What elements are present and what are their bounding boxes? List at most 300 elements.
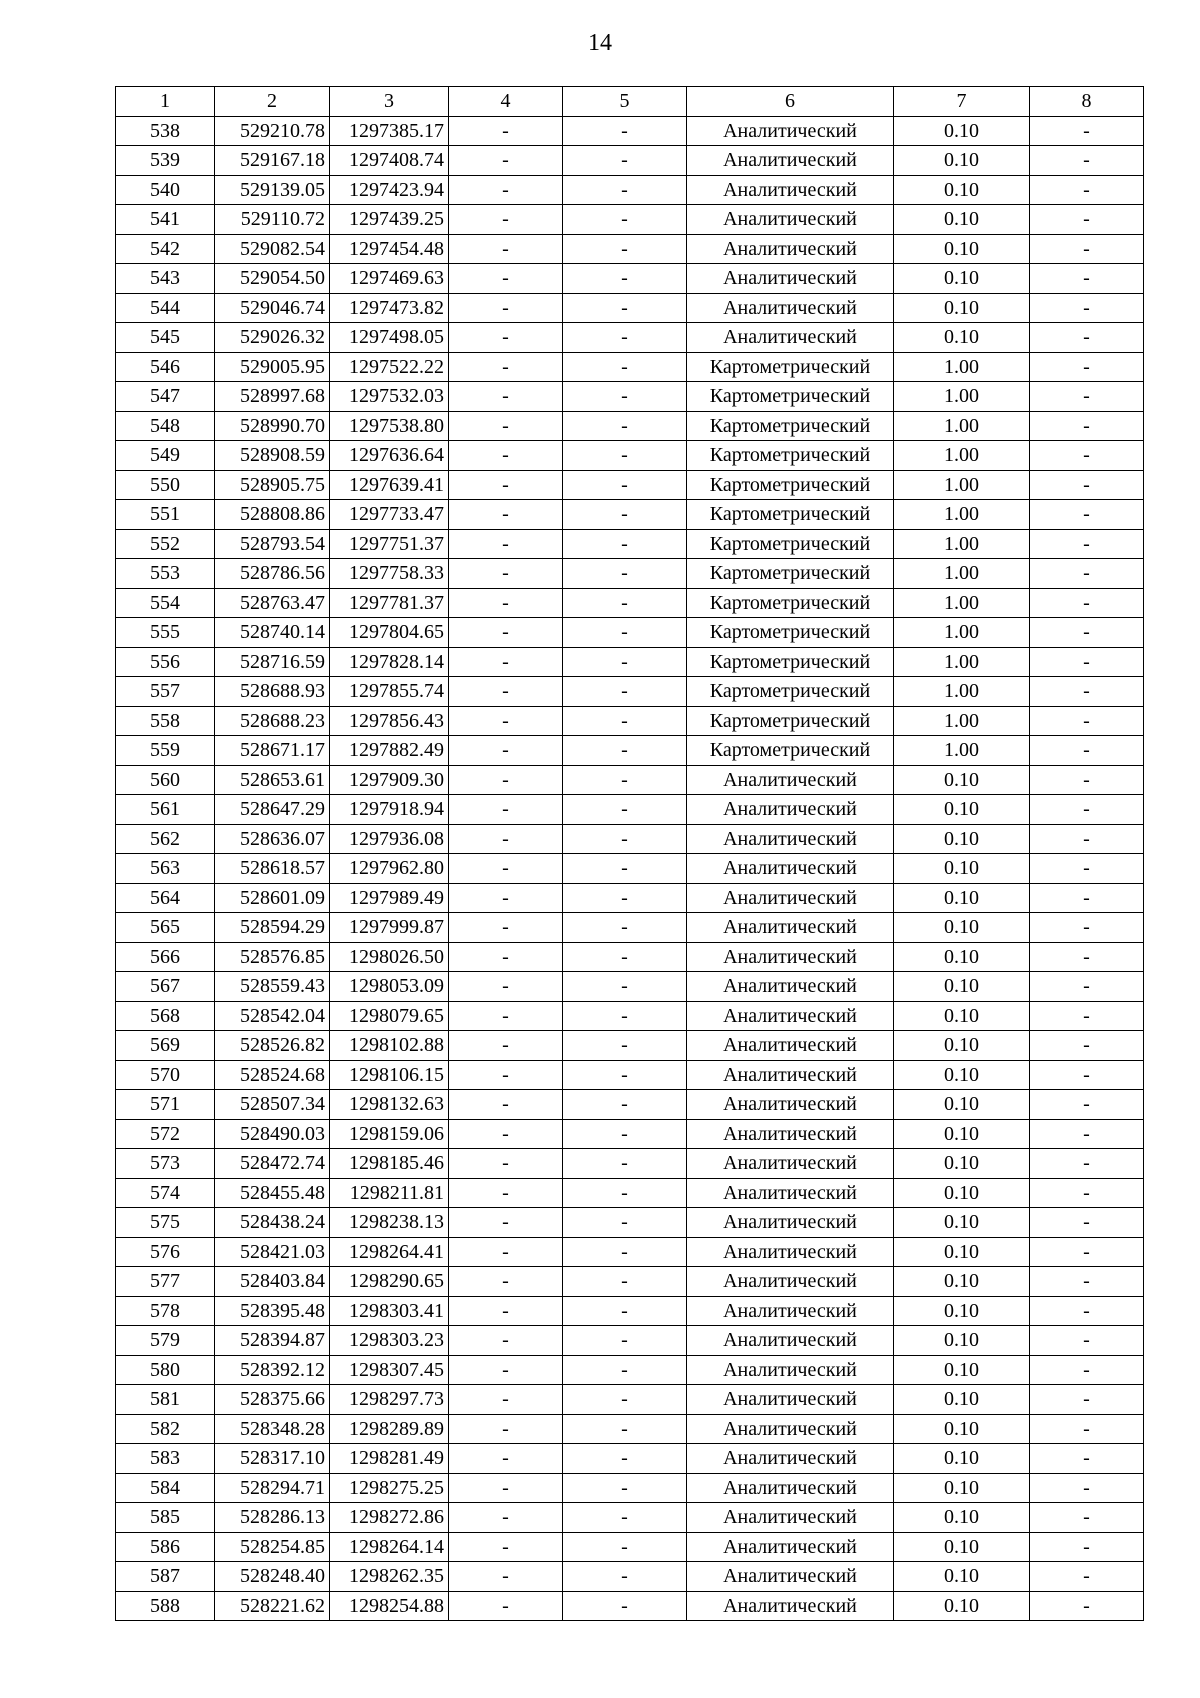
- col5-cell: -: [563, 293, 687, 323]
- point-number-cell: 554: [116, 588, 215, 618]
- x-coordinate-cell: 528472.74: [215, 1149, 330, 1179]
- x-coordinate-cell: 528542.04: [215, 1001, 330, 1031]
- x-coordinate-cell: 529139.05: [215, 175, 330, 205]
- x-coordinate-cell: 528908.59: [215, 441, 330, 471]
- accuracy-cell: 0.10: [894, 795, 1030, 825]
- x-coordinate-cell: 528740.14: [215, 618, 330, 648]
- col5-cell: -: [563, 972, 687, 1002]
- x-coordinate-cell: 528688.23: [215, 706, 330, 736]
- table-row: [116, 1090, 1144, 1120]
- y-coordinate-cell: 1298102.88: [330, 1031, 449, 1061]
- column-header: 2: [215, 87, 330, 117]
- col4-cell: -: [449, 677, 563, 707]
- col4-cell: -: [449, 1473, 563, 1503]
- accuracy-cell: 0.10: [894, 1473, 1030, 1503]
- method-cell: Аналитический: [687, 1385, 894, 1415]
- y-coordinate-cell: 1297408.74: [330, 146, 449, 176]
- col5-cell: -: [563, 942, 687, 972]
- col4-cell: -: [449, 883, 563, 913]
- col8-cell: -: [1030, 116, 1144, 146]
- accuracy-cell: 0.10: [894, 1355, 1030, 1385]
- col4-cell: -: [449, 706, 563, 736]
- col4-cell: -: [449, 1237, 563, 1267]
- col8-cell: -: [1030, 1001, 1144, 1031]
- col4-cell: -: [449, 1178, 563, 1208]
- point-number-cell: 587: [116, 1562, 215, 1592]
- col4-cell: -: [449, 264, 563, 294]
- col4-cell: -: [449, 1503, 563, 1533]
- col5-cell: -: [563, 1178, 687, 1208]
- x-coordinate-cell: 528392.12: [215, 1355, 330, 1385]
- accuracy-cell: 0.10: [894, 1001, 1030, 1031]
- table-row: [116, 1562, 1144, 1592]
- method-cell: Аналитический: [687, 1444, 894, 1474]
- table-row: [116, 854, 1144, 884]
- col4-cell: -: [449, 1090, 563, 1120]
- x-coordinate-cell: 528286.13: [215, 1503, 330, 1533]
- col5-cell: -: [563, 1414, 687, 1444]
- accuracy-cell: 0.10: [894, 1178, 1030, 1208]
- col4-cell: -: [449, 1385, 563, 1415]
- col5-cell: -: [563, 706, 687, 736]
- point-number-cell: 555: [116, 618, 215, 648]
- method-cell: Аналитический: [687, 1532, 894, 1562]
- y-coordinate-cell: 1298106.15: [330, 1060, 449, 1090]
- point-number-cell: 552: [116, 529, 215, 559]
- x-coordinate-cell: 528905.75: [215, 470, 330, 500]
- accuracy-cell: 0.10: [894, 854, 1030, 884]
- point-number-cell: 556: [116, 647, 215, 677]
- table-row: [116, 1503, 1144, 1533]
- method-cell: Картометрический: [687, 382, 894, 412]
- accuracy-cell: 0.10: [894, 824, 1030, 854]
- point-number-cell: 547: [116, 382, 215, 412]
- x-coordinate-cell: 528671.17: [215, 736, 330, 766]
- method-cell: Картометрический: [687, 706, 894, 736]
- method-cell: Аналитический: [687, 913, 894, 943]
- accuracy-cell: 1.00: [894, 382, 1030, 412]
- y-coordinate-cell: 1298254.88: [330, 1591, 449, 1621]
- x-coordinate-cell: 528403.84: [215, 1267, 330, 1297]
- col8-cell: -: [1030, 824, 1144, 854]
- y-coordinate-cell: 1297385.17: [330, 116, 449, 146]
- col8-cell: -: [1030, 883, 1144, 913]
- table-row: [116, 529, 1144, 559]
- col5-cell: -: [563, 1031, 687, 1061]
- col8-cell: -: [1030, 765, 1144, 795]
- col5-cell: -: [563, 175, 687, 205]
- method-cell: Аналитический: [687, 1473, 894, 1503]
- col8-cell: -: [1030, 736, 1144, 766]
- method-cell: Аналитический: [687, 1001, 894, 1031]
- col8-cell: -: [1030, 1444, 1144, 1474]
- col5-cell: -: [563, 1444, 687, 1474]
- col8-cell: -: [1030, 1237, 1144, 1267]
- x-coordinate-cell: 528653.61: [215, 765, 330, 795]
- x-coordinate-cell: 529054.50: [215, 264, 330, 294]
- point-number-cell: 571: [116, 1090, 215, 1120]
- col8-cell: -: [1030, 500, 1144, 530]
- x-coordinate-cell: 528395.48: [215, 1296, 330, 1326]
- col5-cell: -: [563, 1473, 687, 1503]
- method-cell: Картометрический: [687, 470, 894, 500]
- accuracy-cell: 1.00: [894, 559, 1030, 589]
- method-cell: Картометрический: [687, 736, 894, 766]
- header-row: [116, 87, 1144, 117]
- y-coordinate-cell: 1298026.50: [330, 942, 449, 972]
- col5-cell: -: [563, 441, 687, 471]
- table-row: [116, 1208, 1144, 1238]
- accuracy-cell: 0.10: [894, 765, 1030, 795]
- point-number-cell: 560: [116, 765, 215, 795]
- col8-cell: -: [1030, 1060, 1144, 1090]
- y-coordinate-cell: 1297909.30: [330, 765, 449, 795]
- col8-cell: -: [1030, 441, 1144, 471]
- col4-cell: -: [449, 1414, 563, 1444]
- col4-cell: -: [449, 411, 563, 441]
- point-number-cell: 580: [116, 1355, 215, 1385]
- x-coordinate-cell: 528786.56: [215, 559, 330, 589]
- col4-cell: -: [449, 736, 563, 766]
- col4-cell: -: [449, 352, 563, 382]
- col4-cell: -: [449, 1001, 563, 1031]
- y-coordinate-cell: 1297989.49: [330, 883, 449, 913]
- method-cell: Аналитический: [687, 1296, 894, 1326]
- col8-cell: -: [1030, 175, 1144, 205]
- y-coordinate-cell: 1298053.09: [330, 972, 449, 1002]
- col8-cell: -: [1030, 1473, 1144, 1503]
- y-coordinate-cell: 1297856.43: [330, 706, 449, 736]
- method-cell: Аналитический: [687, 1414, 894, 1444]
- point-number-cell: 545: [116, 323, 215, 353]
- col8-cell: -: [1030, 1503, 1144, 1533]
- x-coordinate-cell: 529110.72: [215, 205, 330, 235]
- col5-cell: -: [563, 1385, 687, 1415]
- col5-cell: -: [563, 559, 687, 589]
- col8-cell: -: [1030, 264, 1144, 294]
- x-coordinate-cell: 528375.66: [215, 1385, 330, 1415]
- col8-cell: -: [1030, 1385, 1144, 1415]
- table-row: [116, 323, 1144, 353]
- x-coordinate-cell: 528221.62: [215, 1591, 330, 1621]
- col8-cell: -: [1030, 146, 1144, 176]
- col8-cell: -: [1030, 1267, 1144, 1297]
- col4-cell: -: [449, 1149, 563, 1179]
- table-row: [116, 264, 1144, 294]
- point-number-cell: 557: [116, 677, 215, 707]
- x-coordinate-cell: 528438.24: [215, 1208, 330, 1238]
- table-row: [116, 972, 1144, 1002]
- col8-cell: -: [1030, 352, 1144, 382]
- accuracy-cell: 0.10: [894, 1414, 1030, 1444]
- y-coordinate-cell: 1297804.65: [330, 618, 449, 648]
- col8-cell: -: [1030, 942, 1144, 972]
- point-number-cell: 542: [116, 234, 215, 264]
- col5-cell: -: [563, 411, 687, 441]
- column-header: 6: [687, 87, 894, 117]
- accuracy-cell: 0.10: [894, 1503, 1030, 1533]
- table-row: [116, 824, 1144, 854]
- col5-cell: -: [563, 736, 687, 766]
- y-coordinate-cell: 1297423.94: [330, 175, 449, 205]
- col8-cell: -: [1030, 1326, 1144, 1356]
- col5-cell: -: [563, 529, 687, 559]
- accuracy-cell: 0.10: [894, 146, 1030, 176]
- point-number-cell: 568: [116, 1001, 215, 1031]
- y-coordinate-cell: 1298303.41: [330, 1296, 449, 1326]
- col4-cell: -: [449, 146, 563, 176]
- column-header: 3: [330, 87, 449, 117]
- col4-cell: -: [449, 529, 563, 559]
- accuracy-cell: 1.00: [894, 470, 1030, 500]
- column-header: 7: [894, 87, 1030, 117]
- col4-cell: -: [449, 470, 563, 500]
- point-number-cell: 562: [116, 824, 215, 854]
- table-row: [116, 1031, 1144, 1061]
- method-cell: Аналитический: [687, 972, 894, 1002]
- x-coordinate-cell: 528248.40: [215, 1562, 330, 1592]
- y-coordinate-cell: 1297918.94: [330, 795, 449, 825]
- col5-cell: -: [563, 854, 687, 884]
- accuracy-cell: 0.10: [894, 1267, 1030, 1297]
- accuracy-cell: 1.00: [894, 677, 1030, 707]
- table-row: [116, 1444, 1144, 1474]
- method-cell: Аналитический: [687, 1267, 894, 1297]
- x-coordinate-cell: 529026.32: [215, 323, 330, 353]
- accuracy-cell: 0.10: [894, 1385, 1030, 1415]
- table-row: [116, 647, 1144, 677]
- x-coordinate-cell: 528793.54: [215, 529, 330, 559]
- col5-cell: -: [563, 352, 687, 382]
- table-row: [116, 1119, 1144, 1149]
- method-cell: Аналитический: [687, 116, 894, 146]
- method-cell: Аналитический: [687, 1060, 894, 1090]
- method-cell: Аналитический: [687, 1208, 894, 1238]
- table-row: [116, 411, 1144, 441]
- x-coordinate-cell: 529210.78: [215, 116, 330, 146]
- x-coordinate-cell: 528421.03: [215, 1237, 330, 1267]
- col5-cell: -: [563, 1532, 687, 1562]
- col8-cell: -: [1030, 972, 1144, 1002]
- col8-cell: -: [1030, 677, 1144, 707]
- table-row: [116, 1267, 1144, 1297]
- x-coordinate-cell: 528490.03: [215, 1119, 330, 1149]
- accuracy-cell: 0.10: [894, 1060, 1030, 1090]
- method-cell: Аналитический: [687, 1031, 894, 1061]
- method-cell: Аналитический: [687, 1591, 894, 1621]
- accuracy-cell: 0.10: [894, 323, 1030, 353]
- col5-cell: -: [563, 1237, 687, 1267]
- table-row: [116, 1591, 1144, 1621]
- table-row: [116, 116, 1144, 146]
- table-row: [116, 765, 1144, 795]
- method-cell: Аналитический: [687, 1562, 894, 1592]
- col4-cell: -: [449, 1562, 563, 1592]
- col5-cell: -: [563, 1149, 687, 1179]
- x-coordinate-cell: 528455.48: [215, 1178, 330, 1208]
- col4-cell: -: [449, 1444, 563, 1474]
- y-coordinate-cell: 1297439.25: [330, 205, 449, 235]
- point-number-cell: 572: [116, 1119, 215, 1149]
- col8-cell: -: [1030, 588, 1144, 618]
- point-number-cell: 586: [116, 1532, 215, 1562]
- col5-cell: -: [563, 1591, 687, 1621]
- col4-cell: -: [449, 1591, 563, 1621]
- method-cell: Аналитический: [687, 883, 894, 913]
- y-coordinate-cell: 1297751.37: [330, 529, 449, 559]
- y-coordinate-cell: 1297882.49: [330, 736, 449, 766]
- x-coordinate-cell: 528997.68: [215, 382, 330, 412]
- method-cell: Аналитический: [687, 765, 894, 795]
- point-number-cell: 548: [116, 411, 215, 441]
- col8-cell: -: [1030, 559, 1144, 589]
- accuracy-cell: 0.10: [894, 1296, 1030, 1326]
- x-coordinate-cell: 528507.34: [215, 1090, 330, 1120]
- y-coordinate-cell: 1298211.81: [330, 1178, 449, 1208]
- point-number-cell: 541: [116, 205, 215, 235]
- y-coordinate-cell: 1298297.73: [330, 1385, 449, 1415]
- method-cell: Картометрический: [687, 352, 894, 382]
- col8-cell: -: [1030, 293, 1144, 323]
- table-row: [116, 1178, 1144, 1208]
- accuracy-cell: 0.10: [894, 972, 1030, 1002]
- x-coordinate-cell: 528524.68: [215, 1060, 330, 1090]
- table-row: [116, 618, 1144, 648]
- y-coordinate-cell: 1297999.87: [330, 913, 449, 943]
- method-cell: Аналитический: [687, 1326, 894, 1356]
- y-coordinate-cell: 1298079.65: [330, 1001, 449, 1031]
- col4-cell: -: [449, 1326, 563, 1356]
- col4-cell: -: [449, 647, 563, 677]
- table-row: [116, 1473, 1144, 1503]
- col5-cell: -: [563, 1060, 687, 1090]
- point-number-cell: 549: [116, 441, 215, 471]
- x-coordinate-cell: 528526.82: [215, 1031, 330, 1061]
- table-row: [116, 205, 1144, 235]
- x-coordinate-cell: 528716.59: [215, 647, 330, 677]
- table-row: [116, 175, 1144, 205]
- y-coordinate-cell: 1298264.14: [330, 1532, 449, 1562]
- col4-cell: -: [449, 1296, 563, 1326]
- accuracy-cell: 0.10: [894, 1591, 1030, 1621]
- col8-cell: -: [1030, 234, 1144, 264]
- point-number-cell: 538: [116, 116, 215, 146]
- col8-cell: -: [1030, 1090, 1144, 1120]
- y-coordinate-cell: 1298272.86: [330, 1503, 449, 1533]
- x-coordinate-cell: 528317.10: [215, 1444, 330, 1474]
- x-coordinate-cell: 528594.29: [215, 913, 330, 943]
- col4-cell: -: [449, 116, 563, 146]
- col5-cell: -: [563, 824, 687, 854]
- accuracy-cell: 0.10: [894, 1532, 1030, 1562]
- method-cell: Аналитический: [687, 205, 894, 235]
- method-cell: Картометрический: [687, 677, 894, 707]
- col4-cell: -: [449, 382, 563, 412]
- table-row: [116, 293, 1144, 323]
- column-header: 1: [116, 87, 215, 117]
- col5-cell: -: [563, 116, 687, 146]
- y-coordinate-cell: 1298159.06: [330, 1119, 449, 1149]
- col5-cell: -: [563, 913, 687, 943]
- point-number-cell: 576: [116, 1237, 215, 1267]
- y-coordinate-cell: 1297733.47: [330, 500, 449, 530]
- point-number-cell: 583: [116, 1444, 215, 1474]
- col8-cell: -: [1030, 1296, 1144, 1326]
- col4-cell: -: [449, 323, 563, 353]
- col4-cell: -: [449, 1355, 563, 1385]
- col5-cell: -: [563, 588, 687, 618]
- col8-cell: -: [1030, 647, 1144, 677]
- method-cell: Картометрический: [687, 618, 894, 648]
- y-coordinate-cell: 1297473.82: [330, 293, 449, 323]
- point-number-cell: 546: [116, 352, 215, 382]
- point-number-cell: 577: [116, 1267, 215, 1297]
- y-coordinate-cell: 1298264.41: [330, 1237, 449, 1267]
- y-coordinate-cell: 1298303.23: [330, 1326, 449, 1356]
- x-coordinate-cell: 528990.70: [215, 411, 330, 441]
- table-row: [116, 559, 1144, 589]
- point-number-cell: 579: [116, 1326, 215, 1356]
- method-cell: Картометрический: [687, 441, 894, 471]
- col5-cell: -: [563, 647, 687, 677]
- col8-cell: -: [1030, 795, 1144, 825]
- col4-cell: -: [449, 500, 563, 530]
- col5-cell: -: [563, 205, 687, 235]
- accuracy-cell: 0.10: [894, 1444, 1030, 1474]
- coordinates-table: [115, 86, 1144, 1621]
- col5-cell: -: [563, 234, 687, 264]
- x-coordinate-cell: 528647.29: [215, 795, 330, 825]
- col8-cell: -: [1030, 323, 1144, 353]
- col4-cell: -: [449, 1532, 563, 1562]
- x-coordinate-cell: 529082.54: [215, 234, 330, 264]
- page-number: 14: [588, 30, 612, 56]
- y-coordinate-cell: 1297828.14: [330, 647, 449, 677]
- col8-cell: -: [1030, 913, 1144, 943]
- point-number-cell: 574: [116, 1178, 215, 1208]
- point-number-cell: 566: [116, 942, 215, 972]
- accuracy-cell: 0.10: [894, 1031, 1030, 1061]
- point-number-cell: 551: [116, 500, 215, 530]
- col8-cell: -: [1030, 411, 1144, 441]
- point-number-cell: 540: [116, 175, 215, 205]
- method-cell: Аналитический: [687, 1237, 894, 1267]
- col8-cell: -: [1030, 706, 1144, 736]
- method-cell: Аналитический: [687, 942, 894, 972]
- point-number-cell: 570: [116, 1060, 215, 1090]
- x-coordinate-cell: 528688.93: [215, 677, 330, 707]
- x-coordinate-cell: 528294.71: [215, 1473, 330, 1503]
- table-row: [116, 883, 1144, 913]
- method-cell: Картометрический: [687, 500, 894, 530]
- col5-cell: -: [563, 883, 687, 913]
- accuracy-cell: 0.10: [894, 1090, 1030, 1120]
- method-cell: Аналитический: [687, 1149, 894, 1179]
- col5-cell: -: [563, 677, 687, 707]
- col4-cell: -: [449, 972, 563, 1002]
- y-coordinate-cell: 1298262.35: [330, 1562, 449, 1592]
- accuracy-cell: 0.10: [894, 1149, 1030, 1179]
- point-number-cell: 553: [116, 559, 215, 589]
- x-coordinate-cell: 528636.07: [215, 824, 330, 854]
- table-row: [116, 500, 1144, 530]
- table-row: [116, 1149, 1144, 1179]
- point-number-cell: 581: [116, 1385, 215, 1415]
- method-cell: Аналитический: [687, 323, 894, 353]
- y-coordinate-cell: 1298132.63: [330, 1090, 449, 1120]
- col8-cell: -: [1030, 1414, 1144, 1444]
- col5-cell: -: [563, 264, 687, 294]
